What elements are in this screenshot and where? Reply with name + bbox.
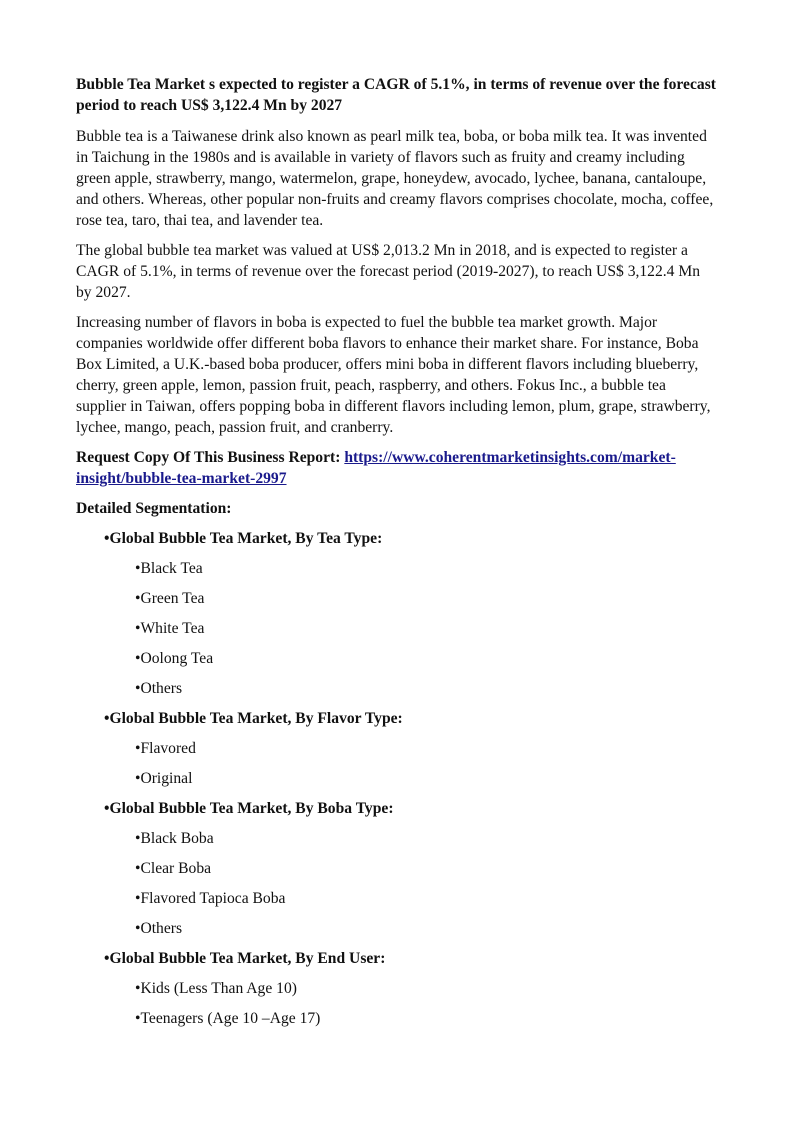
request-copy-line — [76, 447, 718, 489]
list-item: •Others — [135, 680, 183, 697]
segment-group-end-user — [76, 948, 718, 1029]
list-item: •Black Boba — [135, 830, 214, 847]
document-page — [76, 74, 718, 1038]
list-item: •Flavored Tapioca Boba — [135, 890, 286, 907]
segment-group-title: •Global Bubble Tea Market, By End User: — [104, 950, 386, 967]
segment-group-title: •Global Bubble Tea Market, By Tea Type: — [104, 530, 383, 547]
segmentation-title: Detailed Segmentation: — [76, 500, 232, 517]
list-item: •Green Tea — [135, 590, 205, 607]
document-heading: Bubble Tea Market s expected to register a CAGR of 5.1%, in terms of revenue over the forecast period to reach US$ 3,122.4 Mn by 2027 — [76, 76, 716, 114]
list-item: •Black Tea — [135, 560, 203, 577]
segment-group-title: •Global Bubble Tea Market, By Flavor Type: — [104, 710, 403, 727]
flavors-paragraph: Increasing number of flavors in boba is expected to fuel the bubble tea market growth. Major companies worldwide offer different boba flavors to enhance their market share. For instance, Boba Box Limited, a U.K.-based boba producer, offers mini boba in different flavors including blueberry, cherry, green apple, lemon, passion fruit, peach, raspberry, and others. Fokus Inc., a bubble tea supplier in Taiwan, offers popping boba in different flavors including lemon, plum, grape, strawberry, lychee, mango, peach, passion fruit, and cranberry. — [76, 314, 711, 436]
segment-group-title: •Global Bubble Tea Market, By Boba Type: — [104, 800, 394, 817]
report-link[interactable]: https://www.coherentmarketinsights.com/market-insight/bubble-tea-market-2997 — [76, 449, 676, 487]
list-item: •Others — [135, 920, 183, 937]
list-item: •Clear Boba — [135, 860, 212, 877]
list-item: •Oolong Tea — [135, 650, 214, 667]
list-item: •Original — [135, 770, 193, 787]
segmentation-list — [76, 528, 718, 1029]
list-item: •Kids (Less Than Age 10) — [135, 980, 297, 997]
segment-group-boba-type — [76, 798, 718, 939]
list-item: •Flavored — [135, 740, 196, 757]
list-item: •White Tea — [135, 620, 205, 637]
segment-group-tea-type — [76, 528, 718, 699]
market-value-paragraph: The global bubble tea market was valued at US$ 2,013.2 Mn in 2018, and is expected to register a CAGR of 5.1%, in terms of revenue over the forecast period (2019-2027), to reach US$ 3,122.4 Mn by 2027. — [76, 242, 701, 301]
request-copy-label: Request Copy Of This Business Report: — [76, 449, 345, 466]
intro-paragraph: Bubble tea is a Taiwanese drink also known as pearl milk tea, boba, or boba milk tea. It was invented in Taichung in the 1980s and is available in variety of flavors such as fruity and creamy including green apple, strawberry, mango, watermelon, grape, honeydew, avocado, lychee, banana, cantaloupe, and others. Whereas, other popular non-fruits and creamy flavors comprises chocolate, mocha, coffee, rose tea, taro, thai tea, and lavender tea. — [76, 128, 714, 229]
list-item: •Teenagers (Age 10 –Age 17) — [135, 1010, 321, 1027]
segment-group-flavor-type — [76, 708, 718, 789]
